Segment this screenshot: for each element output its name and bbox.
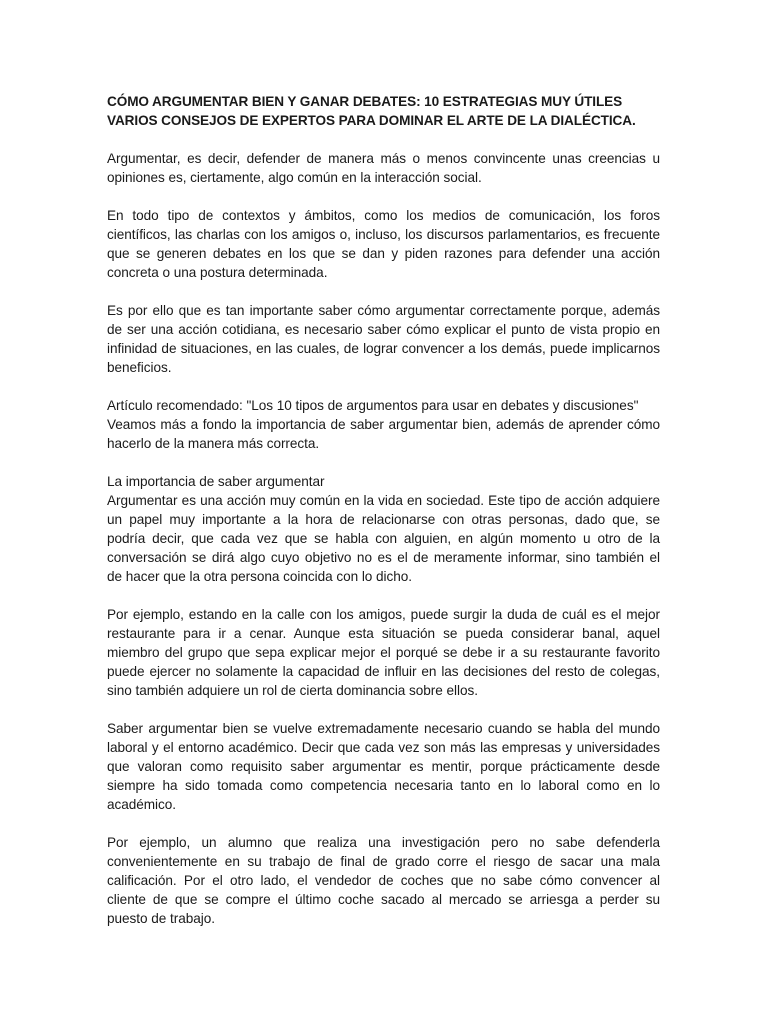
text-line: opiniones es, ciertamente, algo común en la interacción social. [107, 170, 482, 185]
text-line: podría decir, que cada vez que se habla con alguien, en algún momento u otro de la [107, 531, 660, 546]
text-line: un papel muy importante a la hora de relacionarse con otras personas, dado que, se [107, 512, 660, 527]
paragraph-7 [107, 719, 660, 814]
paragraph-2 [107, 206, 660, 282]
text-line: científicos, las charlas con los amigos o, incluso, los discursos parlamentarios, es frecuente [107, 227, 660, 242]
text-line: puesto de trabajo. [107, 911, 215, 926]
text-line: Saber argumentar bien se vuelve extremadamente necesario cuando se habla del mundo [107, 721, 660, 736]
paragraph-4 [107, 396, 660, 453]
paragraph-1 [107, 149, 660, 187]
text-line: sino también adquiere un rol de cierta dominancia sobre ellos. [107, 683, 478, 698]
paragraph-3 [107, 301, 660, 377]
recommended-article-line: Artículo recomendado: "Los 10 tipos de argumentos para usar en debates y discusiones" [107, 398, 639, 413]
text-line: Argumentar es una acción muy común en la vida en sociedad. Este tipo de acción adquiere [107, 493, 660, 508]
text-line: que se generen debates en los que se dan y piden razones para defender una acción [107, 246, 660, 261]
text-line: En todo tipo de contextos y ámbitos, como los medios de comunicación, los foros [107, 208, 660, 223]
text-line: Argumentar, es decir, defender de manera más o menos convincente unas creencias u [107, 151, 660, 166]
text-line: que valoran como requisito saber argumentar es mentir, porque prácticamente desde [107, 759, 660, 774]
text-line: de hacer que la otra persona coincida con lo dicho. [107, 569, 413, 584]
text-line: restaurante para ir a cenar. Aunque esta situación se pueda considerar banal, aquel [107, 626, 660, 641]
text-line: calificación. Por el otro lado, el vendedor de coches que no sabe cómo convencer al [107, 873, 660, 888]
text-line: Es por ello que es tan importante saber cómo argumentar correctamente porque, además [107, 303, 660, 318]
text-line: siempre ha sido tomada como competencia necesaria tanto en lo laboral como en lo [107, 778, 660, 793]
text-line: de ser una acción cotidiana, es necesario saber cómo explicar el punto de vista propio en [107, 322, 660, 337]
text-line: puede ejercer no solamente la capacidad de influir en las decisiones del resto de colegas, [107, 664, 660, 679]
text-line: laboral y el entorno académico. Decir que cada vez son más las empresas y universidades [107, 740, 660, 755]
title-line-1: CÓMO ARGUMENTAR BIEN Y GANAR DEBATES: 10 ESTRATEGIAS MUY ÚTILES [107, 94, 623, 109]
text-line: beneficios. [107, 360, 172, 375]
text-line: conversación se dirá algo cuyo objetivo no es el de meramente informar, sino también el [107, 550, 660, 565]
title-line-2: VARIOS CONSEJOS DE EXPERTOS PARA DOMINAR EL ARTE DE LA DIALÉCTICA. [107, 113, 636, 128]
text-line: académico. [107, 797, 177, 812]
text-line: cliente de que se compre el último coche sacado al mercado se arriesga a perder su [107, 892, 660, 907]
section-heading: La importancia de saber argumentar [107, 474, 325, 489]
text-line: hacerlo de la manera más correcta. [107, 436, 320, 451]
text-line: Veamos más a fondo la importancia de saber argumentar bien, además de aprender cómo [107, 417, 660, 432]
paragraph-6 [107, 605, 660, 700]
paragraph-8 [107, 833, 660, 928]
document-title [107, 92, 660, 130]
text-line: convenientemente en su trabajo de final de grado corre el riesgo de sacar una mala [107, 854, 660, 869]
paragraph-5 [107, 472, 660, 586]
text-line: Por ejemplo, un alumno que realiza una investigación pero no sabe defenderla [107, 835, 660, 850]
text-line: Por ejemplo, estando en la calle con los amigos, puede surgir la duda de cuál es el mejor [107, 607, 660, 622]
text-line: miembro del grupo que sepa explicar mejor el porqué se debe ir a su restaurante favorito [107, 645, 660, 660]
text-line: concreta o una postura determinada. [107, 265, 328, 280]
text-line: infinidad de situaciones, en las cuales, de lograr convencer a los demás, puede implicarnos [107, 341, 660, 356]
